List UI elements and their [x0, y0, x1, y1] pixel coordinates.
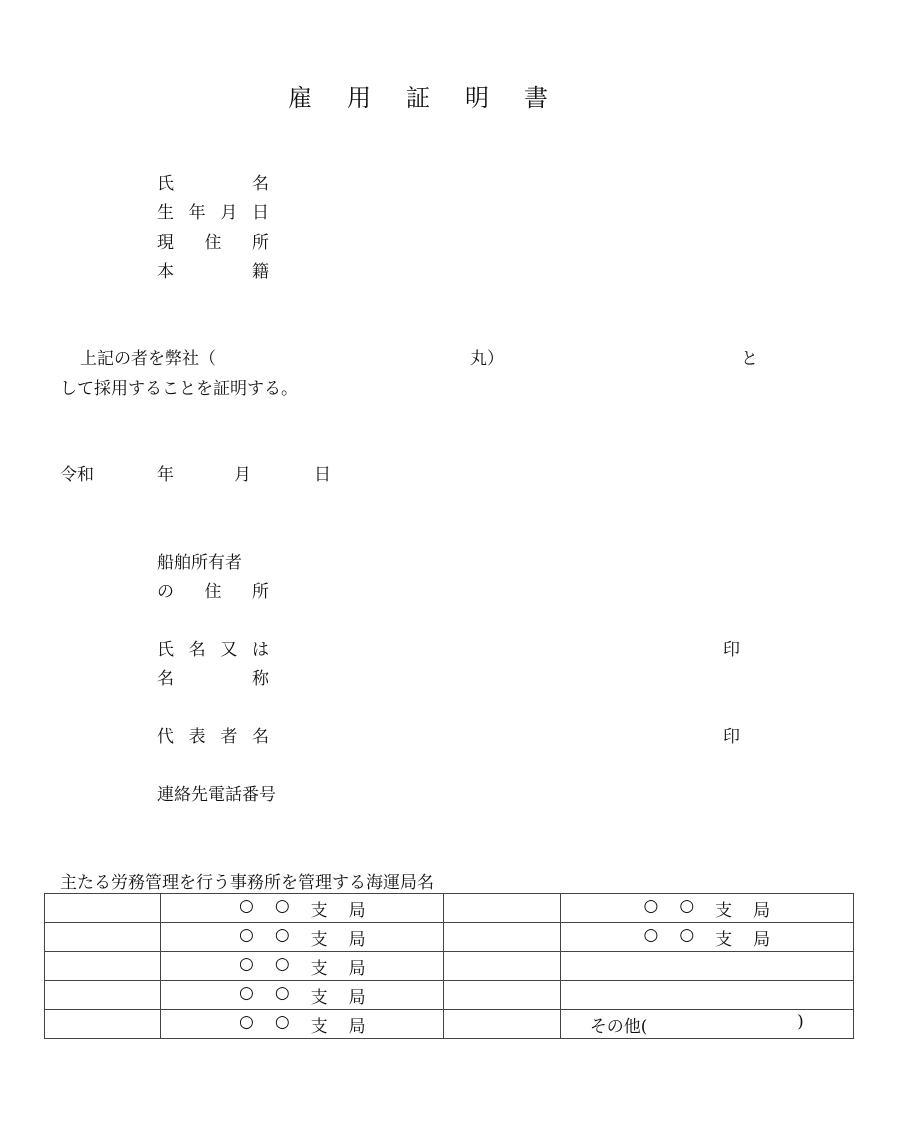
branch-office: ○ ○ 支 局 [238, 924, 366, 950]
table-row [45, 981, 854, 1010]
branch-office: ○ ○ 支 局 [643, 924, 771, 950]
date-month: 月 [234, 465, 251, 485]
table-cell [444, 952, 560, 981]
office-table [44, 893, 854, 1039]
branch-office: ○ ○ 支 局 [643, 895, 771, 921]
other-label: その他( [589, 1016, 648, 1037]
table-cell [45, 981, 161, 1010]
statement-to: と [741, 349, 758, 369]
title-char: 書 [524, 84, 548, 112]
table-cell [161, 1010, 444, 1039]
table-cell [560, 894, 853, 923]
table-cell [560, 1010, 853, 1039]
table-row [45, 1010, 854, 1039]
table-cell [161, 981, 444, 1010]
address-label: 現 住 所 [157, 233, 269, 253]
title-char: 雇 [288, 84, 312, 112]
table-row [45, 894, 854, 923]
branch-office: ○ ○ 支 局 [238, 1011, 366, 1037]
branch-office: ○ ○ 支 局 [238, 982, 366, 1008]
branch-office: ○ ○ 支 局 [238, 895, 366, 921]
seal-mark-name: 印 [723, 640, 740, 660]
owner-address-label-1: 船舶所有者 [157, 553, 242, 573]
owner-name-label-2: 名 称 [157, 669, 269, 689]
table-cell [560, 981, 853, 1010]
owner-name-label-1: 氏 名 又 は [157, 640, 269, 660]
table-cell [45, 894, 161, 923]
table-cell [45, 1010, 161, 1039]
other-close-paren: ) [797, 1011, 804, 1032]
table-cell [444, 981, 560, 1010]
date-year: 年 [157, 465, 174, 485]
table-cell [444, 923, 560, 952]
table-cell [444, 894, 560, 923]
other-office [590, 1012, 804, 1037]
statement-maru: 丸） [470, 349, 504, 369]
office-heading: 主たる労務管理を行う事務所を管理する海運局名 [60, 873, 434, 893]
seal-mark-representative: 印 [723, 727, 740, 747]
table-cell [444, 1010, 560, 1039]
date-day: 日 [314, 465, 331, 485]
document-title [288, 78, 583, 113]
title-char: 明 [465, 84, 489, 112]
title-char: 用 [347, 84, 371, 112]
table-cell [161, 952, 444, 981]
table-row [45, 952, 854, 981]
table-cell [560, 923, 853, 952]
owner-address-label-2: の 住 所 [157, 582, 269, 602]
title-char: 証 [406, 84, 430, 112]
dob-label: 生 年 月 日 [157, 203, 269, 223]
name-label: 氏 名 [157, 174, 269, 194]
table-cell [161, 923, 444, 952]
phone-label: 連絡先電話番号 [157, 785, 276, 805]
table-cell [45, 923, 161, 952]
statement-start: 上記の者を弊社（ [80, 349, 216, 369]
table-cell [560, 952, 853, 981]
table-row [45, 923, 854, 952]
domicile-label: 本 籍 [157, 262, 269, 282]
statement-line2: して採用することを証明する。 [60, 379, 298, 399]
table-cell [161, 894, 444, 923]
date-era: 令和 [60, 465, 94, 485]
table-cell [45, 952, 161, 981]
branch-office: ○ ○ 支 局 [238, 953, 366, 979]
representative-label: 代 表 者 名 [157, 727, 269, 747]
